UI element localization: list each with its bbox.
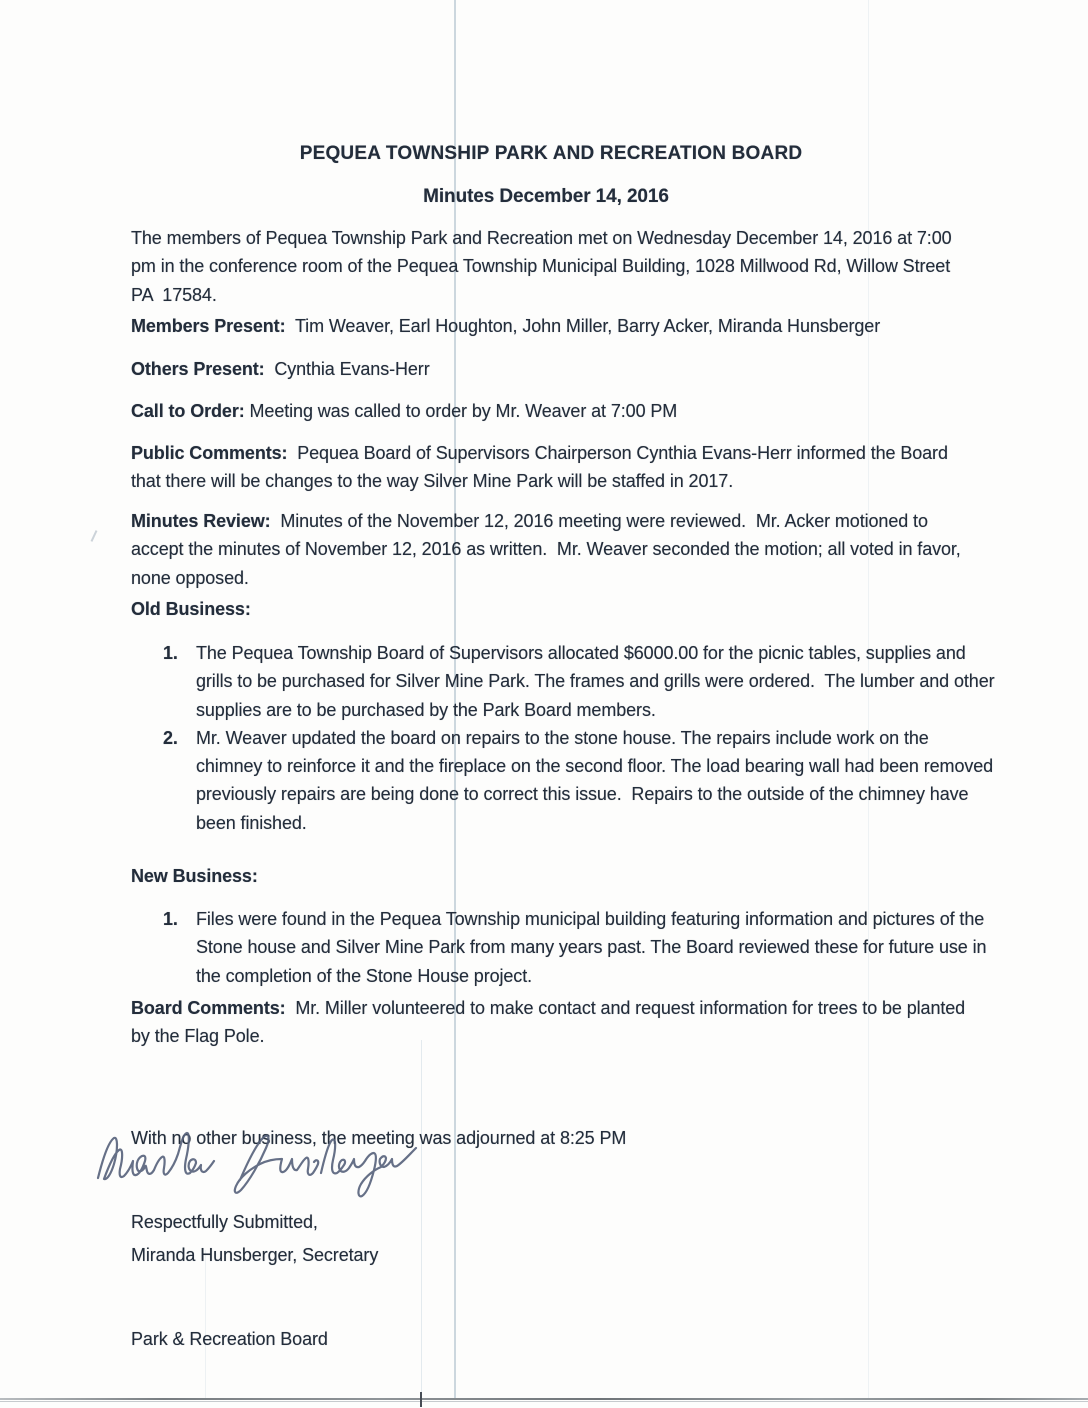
intro-paragraph: The members of Pequea Township Park and Recreation met on Wednesday December 14, 2016 at 7:00 pm in the conference room of the Pequea Township Municipal Building, 1028 Millwood Rd, Willow Street PA 17584. (131, 228, 957, 305)
list-item-number: 2. (163, 727, 178, 748)
list-item-text: Mr. Weaver updated the board on repairs to the stone house. The repairs include work on the chimney to reinforce it and the fireplace on the second floor. The load bearing wall had been removed previously repairs are being done to correct this issue. Repairs to the outside of the chimney have been finished. (196, 727, 998, 833)
minutes-review-value: Minutes of the November 12, 2016 meeting were reviewed. Mr. Acker motioned to accept the minutes of November 12, 2016 as written. Mr. Weaver seconded the motion; all voted in favor, none opposed. (131, 511, 966, 588)
list-item-text: The Pequea Township Board of Supervisors allocated $6000.00 for the picnic tables, supplies and grills to be purchased for Silver Mine Park. The frames and grills were ordered. The lumber and other supplies are to be purchased by the Park Board members. (196, 643, 1000, 720)
list-item-number: 1. (163, 909, 178, 929)
signer-name-line: Miranda Hunsberger, Secretary (131, 1244, 379, 1265)
board-comments-paragraph (131, 994, 969, 1051)
old-business-item-2 (163, 724, 996, 837)
signer-block (131, 1184, 969, 1408)
respectfully-submitted-line: Respectfully Submitted, (131, 1212, 318, 1233)
public-comments-label: Public Comments: (131, 443, 288, 463)
old-business-item-1 (163, 639, 1000, 724)
call-to-order-label: Call to Order: (131, 401, 245, 421)
members-present-paragraph (131, 312, 969, 340)
members-present-value: Tim Weaver, Earl Houghton, John Miller, Barry Acker, Miranda Hunsberger (285, 316, 881, 336)
public-comments-value: Pequea Board of Supervisors Chairperson Cynthia Evans-Herr informed the Board that there will be changes to the way Silver Mine Park will be staffed in 2017. (131, 443, 953, 492)
new-business-item-1 (163, 905, 996, 990)
new-business-list (163, 905, 996, 990)
list-item-text: Files were found in the Pequea Township municipal building featuring information and pictures of the Stone house and Silver Mine Park from many years past. The Board reviewed these for future use in the completion of the Stone House project. (196, 909, 992, 986)
others-present-label: Others Present: (131, 359, 265, 379)
minutes-review-label: Minutes Review: (131, 511, 271, 531)
members-present-label: Members Present: (131, 316, 286, 336)
minutes-review-paragraph (131, 507, 969, 592)
list-item-number: 1. (163, 643, 178, 663)
public-comments-paragraph (131, 439, 969, 496)
adjournment-line: With no other business, the meeting was adjourned at 8:25 PM (131, 1127, 627, 1148)
board-comments-value: Mr. Miller volunteered to make contact and request information for trees to be planted by the Flag Pole. (131, 998, 970, 1047)
others-present-paragraph (131, 355, 969, 383)
signature-first-name-stroke (98, 1133, 214, 1179)
document-title: PEQUEA TOWNSHIP PARK AND RECREATION BOARD (299, 143, 803, 164)
new-business-heading: New Business: (131, 866, 258, 886)
old-business-list (163, 639, 1000, 837)
document-subtitle: Minutes December 14, 2016 (423, 186, 669, 207)
old-business-heading: Old Business: (131, 599, 251, 619)
others-present-value: Cynthia Evans-Herr (264, 359, 430, 379)
board-comments-label: Board Comments: (131, 998, 286, 1018)
scan-speck (91, 530, 98, 542)
call-to-order-value: Meeting was called to order by Mr. Weaver at 7:00 PM (244, 401, 678, 421)
signer-org-line: Park & Recreation Board (131, 1329, 328, 1350)
call-to-order-paragraph (131, 397, 969, 425)
